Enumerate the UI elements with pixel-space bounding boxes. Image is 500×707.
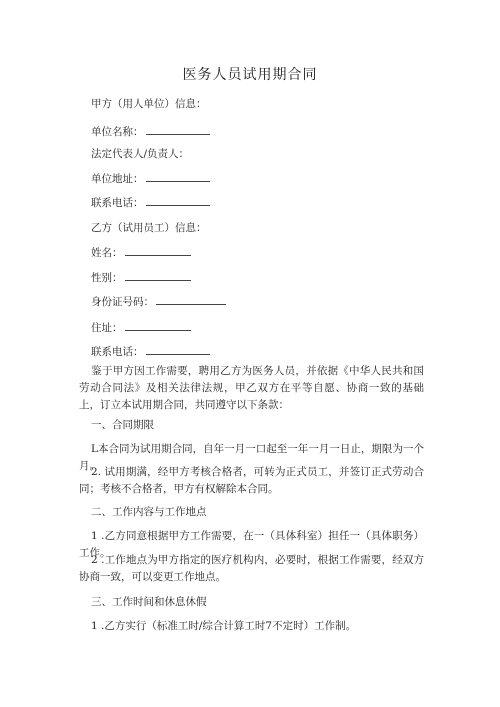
party-a-address-row — [91, 171, 210, 186]
section-3-item-1 — [79, 618, 424, 635]
party-a-rep-row — [91, 147, 189, 161]
party-b-name-label: 姓名： — [91, 247, 123, 259]
section-2-item-1-text: 1 .乙方同意根据甲方工作需要，在一（具体科室）担任一（具体职务）工作。 — [79, 530, 424, 559]
document-title: 医务人员试用期合同 — [182, 67, 318, 83]
party-b-gender-blank — [125, 270, 191, 281]
party-b-address-blank — [125, 320, 191, 331]
party-a-address-label: 单位地址： — [91, 173, 144, 185]
party-a-rep-label: 法定代表人/负责人： — [91, 148, 190, 160]
party-b-id-label: 身份证号码： — [91, 296, 154, 308]
section-1-title: 一、合同期限 — [91, 419, 154, 431]
party-b-gender-label: 性别： — [91, 272, 123, 284]
party-b-id-blank — [156, 294, 226, 305]
party-b-header: 乙方（试用员工）信息： — [91, 222, 207, 234]
party-a-phone-blank — [146, 195, 210, 206]
section-2-item-2-text: 2 .工作地点为甲方指定的医疗机构内，必要时，根据工作需要，经双方协商一致，可以变更工作地点。 — [79, 554, 424, 583]
section-3-item-1-text: 1 .乙方实行（标准工时/综合计算工时7不定时）工作制。 — [91, 620, 357, 632]
party-a-name-blank — [146, 124, 210, 135]
section-2-item-2 — [79, 552, 424, 586]
party-a-address-blank — [146, 171, 210, 182]
section-1-item-1-text: L本合同为试用期合同，自年一月一口起至一年一月一日止，期限为一个月。 — [79, 443, 424, 472]
party-b-name-row — [91, 245, 191, 260]
section-1-item-2 — [79, 464, 424, 498]
party-b-phone-blank — [146, 344, 210, 355]
party-b-name-blank — [125, 245, 191, 256]
party-b-phone-label: 联系电话： — [91, 346, 144, 358]
party-a-name-row — [91, 124, 210, 139]
party-a-name-label: 单位名称： — [91, 126, 144, 138]
party-b-address-row — [91, 320, 191, 335]
party-a-phone-label: 联系电话： — [91, 197, 144, 209]
intro-paragraph — [79, 363, 424, 414]
section-3-title: 三、工作时间和休息休假 — [91, 596, 207, 608]
party-a-phone-row — [91, 195, 210, 210]
party-a-header: 甲方（用人单位）信息： — [91, 98, 207, 110]
party-b-id-row — [91, 294, 226, 309]
intro-text: 鉴于甲方因工作需要，聘用乙方为医务人员，并依据《中华人民共和国劳动合同法》及相关法律法规，甲乙双方在平等自愿、协商一致的基础上，订立本试用期合同，共同遵守以下条款： — [79, 365, 424, 411]
section-2-title: 二、工作内容与工作地点 — [91, 506, 207, 518]
party-b-phone-row — [91, 344, 210, 359]
party-b-gender-row — [91, 270, 191, 285]
party-b-address-label: 住址： — [91, 322, 123, 334]
section-1-item-2-text: 2. 试用期满，经甲方考核合格者，可转为正式员工，并签订正式劳动合同；考核不合格者，甲方有权解除本合同。 — [79, 466, 424, 495]
